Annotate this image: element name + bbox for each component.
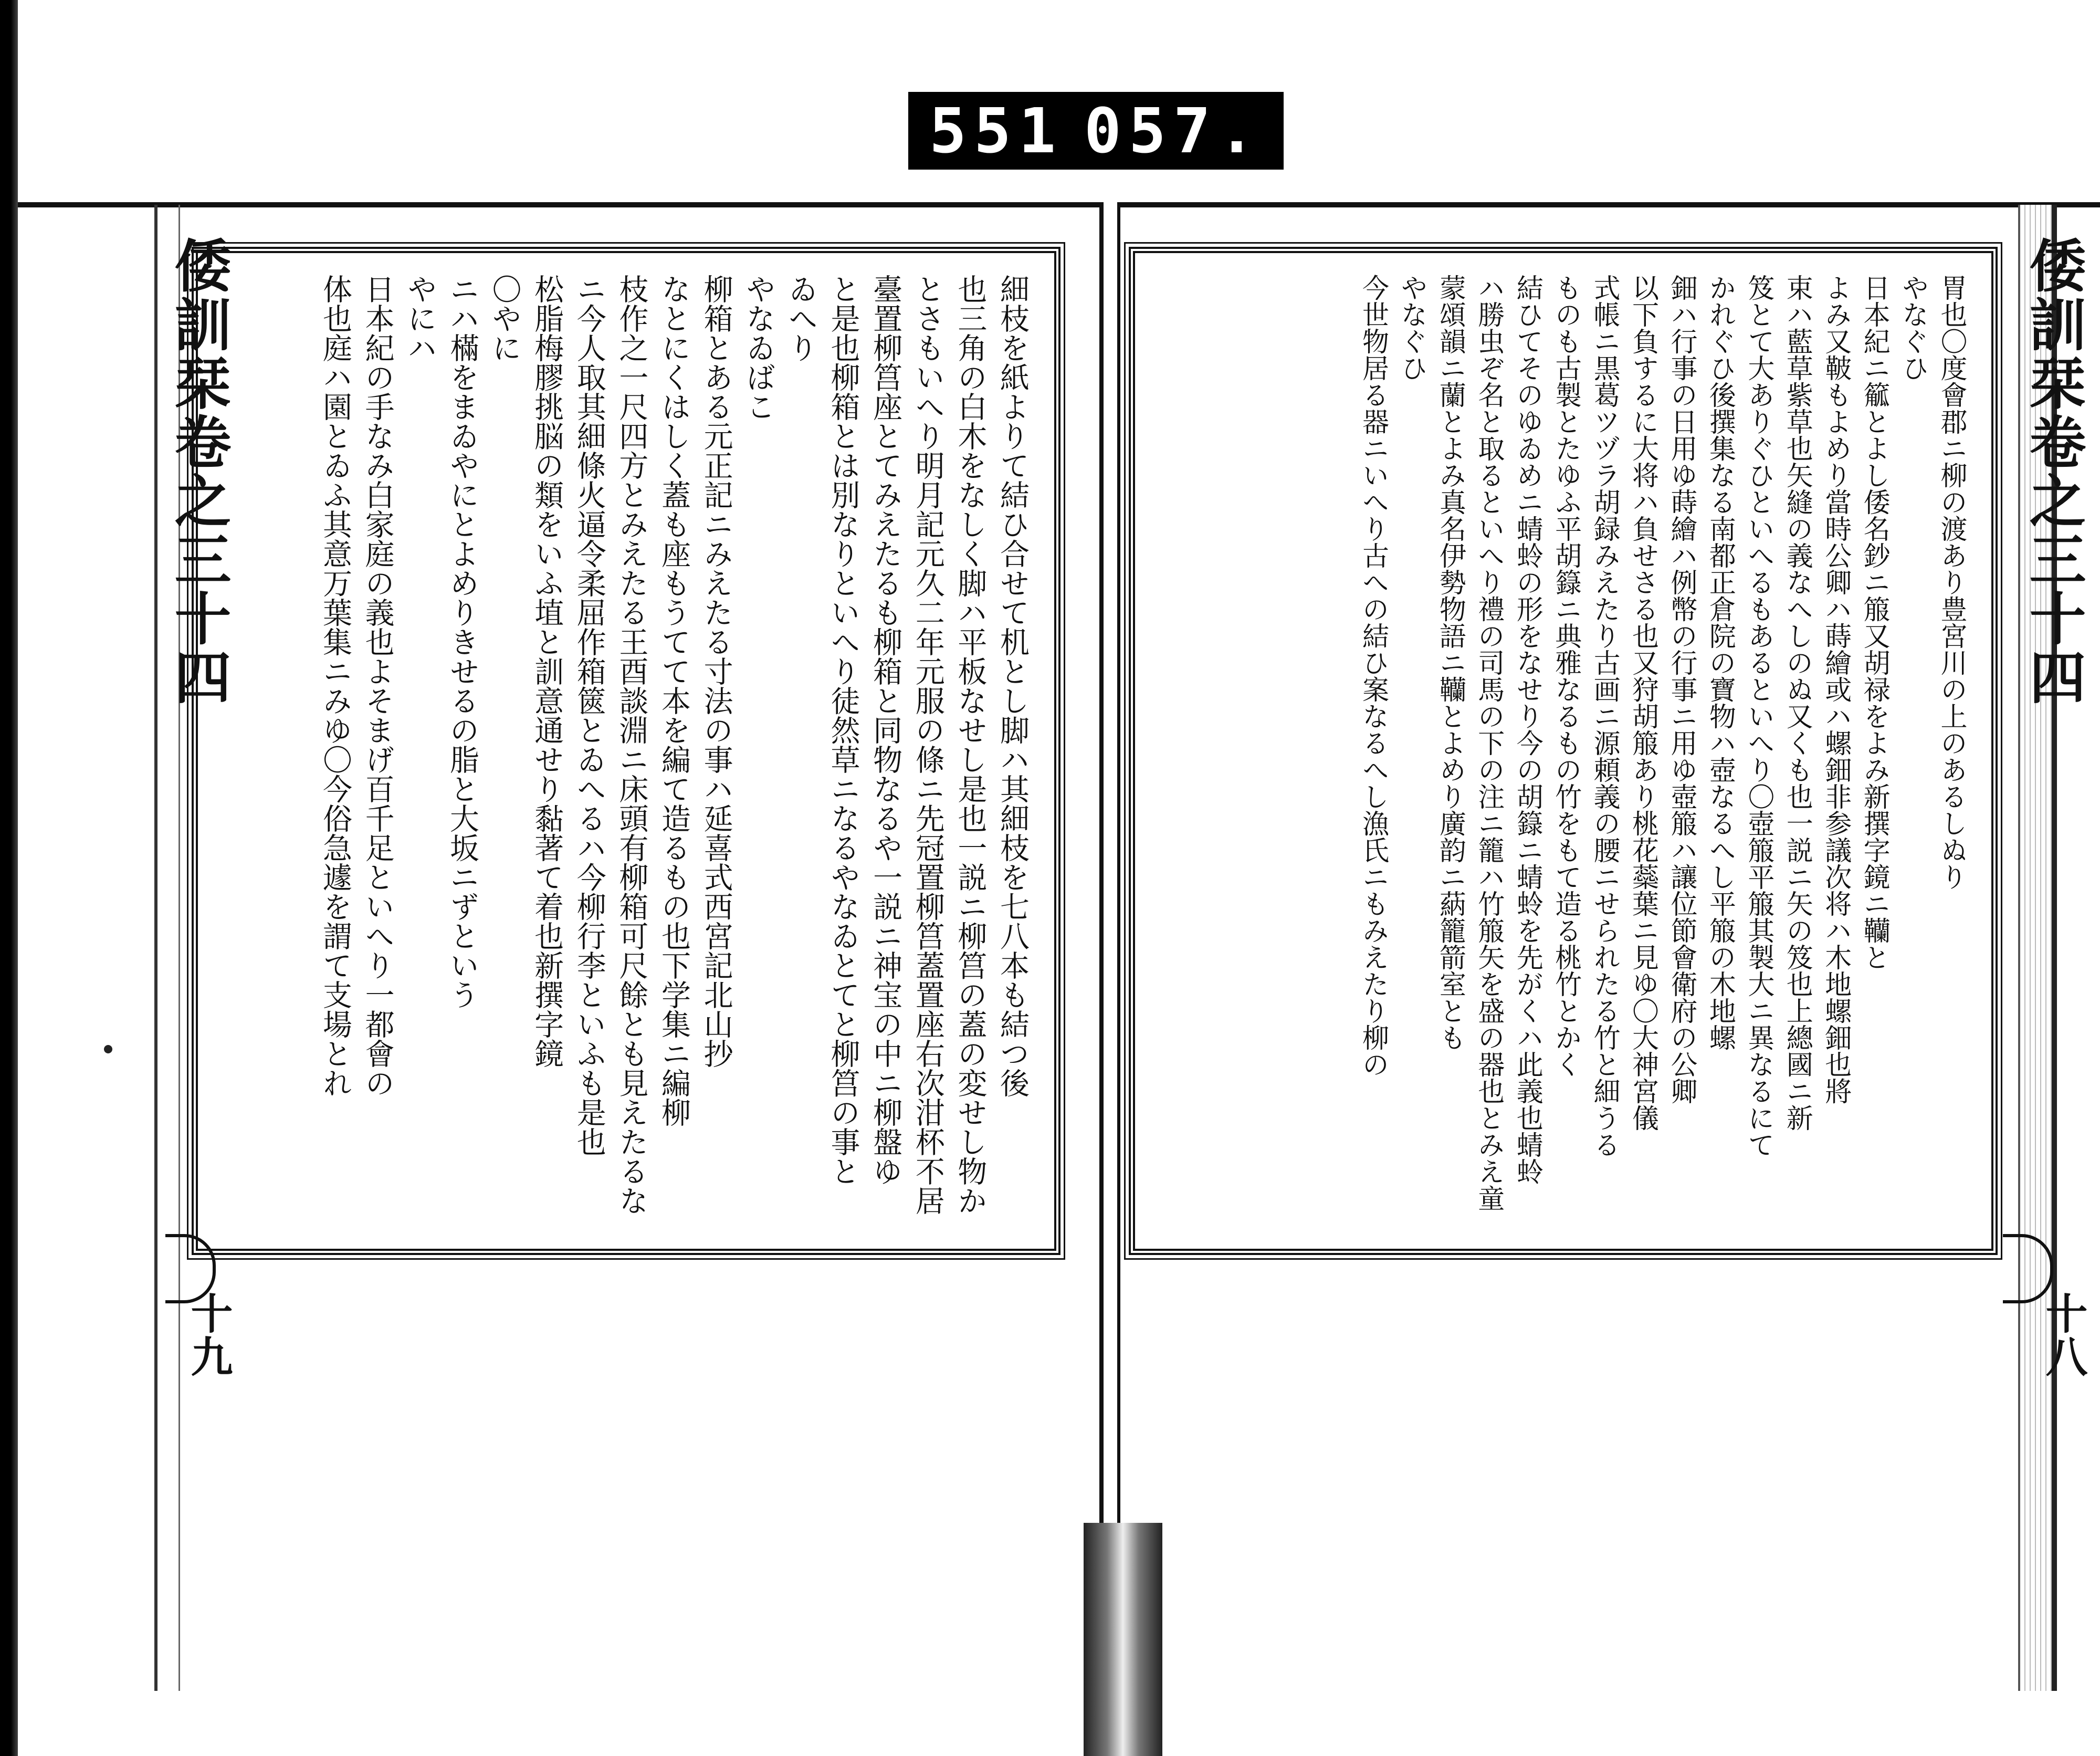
text-column: 笈とて大ありぐひといへるもあるといへり〇壺箙平箙其製大ニ異なるにて (1742, 274, 1774, 1158)
text-column: 鈿ハ行事の日用ゆ蒔繪ハ例幣の行事ニ用ゆ壺箙ハ讓位節會衛府の公卿 (1665, 274, 1697, 1104)
entry-heading: やにハ (403, 274, 437, 362)
text-column: 日本紀の手なみ白家庭の義也よそまげ百千足といへり一都會の (360, 274, 395, 1098)
left-page-text (219, 274, 1033, 1228)
text-column: 胃也〇度會郡ニ柳の渡あり豊宮川の上のあるしぬり (1936, 274, 1967, 890)
entry-heading: やなゐばこ (741, 274, 776, 421)
right-running-title: 倭訓栞卷之三十四 (2020, 236, 2086, 707)
text-column: とさもいへり明月記元久二年元服の條ニ先冠置柳筥蓋置座右次泔杯不居 (910, 274, 945, 1215)
right-page-text (1156, 274, 1970, 1228)
text-column: 日本紀ニ䉉とよし倭名鈔ニ箙又胡禄をよみ新撰字鏡ニ韊と (1858, 274, 1890, 970)
right-page (1129, 247, 1998, 1255)
frame-number-right: 057. (1084, 95, 1263, 167)
frame-number-label (908, 92, 1284, 170)
text-column: 蒙頌韻ニ蘭とよみ真名伊勢物語ニ韊とよめり廣韵ニ蒳籠箭室とも (1434, 274, 1466, 1051)
entry-heading: 〇やに (487, 274, 522, 362)
right-folio: 十八 (2039, 1292, 2088, 1378)
text-column: 式帳ニ黒葛ツヅラ胡録みえたり古画ニ源頼義の腰ニせられたる竹と細うる (1589, 274, 1620, 1158)
text-column: ゐへり (783, 274, 818, 362)
text-column: ニ今人取其細條火逼令柔屈作箱篋とゐへるハ今柳行李といふも是也 (572, 274, 606, 1156)
text-column: かれぐひ後撰集なる南都正倉院の寶物ハ壺なるへし平箙の木地螺 (1704, 274, 1736, 1051)
ink-spot (104, 1045, 112, 1053)
text-column: 細枝を紙よりて結ひ合せて机とし脚ハ其細枝を七八本も結つ後 (995, 274, 1030, 1098)
text-column: 束ハ藍草紫草也矢縫の義なへしのぬ又くも也一説ニ矢の笈也上總國ニ新 (1781, 274, 1813, 1131)
text-column: 以下負するに大将ハ負せさる也又狩胡箙あり桃花蘂葉ニ見ゆ〇大神宮儀 (1627, 274, 1658, 1131)
frame-number-left: 551 (929, 95, 1064, 167)
text-column: なとにくはしく蓋も座もうてて本を編て造るもの也下学集ニ編柳 (657, 274, 691, 1127)
book-top-edge (18, 202, 2100, 207)
text-column: 今世物居る器ニいへり古への結ひ案なるへし漁氏ニもみえたり柳の (1357, 274, 1389, 1078)
left-page (192, 247, 1060, 1255)
text-column: と是也柳箱とは別なりといへり徒然草ニなるやなゐとてと柳筥の事と (826, 274, 860, 1186)
left-folio: 十九 (184, 1292, 233, 1378)
text-column: 枝作之一尺四方とみえたる王酉談淵ニ床頭有柳箱可尺餘とも見えたるな (614, 274, 649, 1215)
book-binding (1084, 1523, 1162, 1756)
entry-heading: やなぐひ (1395, 274, 1427, 381)
text-column: 也三角の白木をなしく脚ハ平板なせし是也一説ニ柳筥の蓋の変せし物か (953, 274, 988, 1215)
text-column: ものも古製とたゆふ平胡籙ニ典雅なるもの竹をもて造る桃竹とかく (1550, 274, 1581, 1078)
text-column: ニハ樠をまゐやにとよめりきせるの脂と大坂ニずという (445, 274, 479, 1009)
entry-heading: やなぐひ (1897, 274, 1928, 381)
text-column: よみ又鞁もよめり當時公卿ハ蒔繪或ハ螺鈿非参議次将ハ木地螺鈿也將 (1820, 274, 1851, 1104)
text-column: 体也庭ハ園とゐふ其意万葉集ニみゆ〇今俗急遽を謂て支場とれ (318, 274, 352, 1098)
text-column: ハ勝虫ぞ名と取るといへり禮の司馬の下の注ニ籠ハ竹箙矢を盛の器也とみえ童 (1473, 274, 1504, 1211)
book-gutter (1099, 202, 1120, 1599)
scanner-edge (0, 0, 18, 1756)
left-running-title: 倭訓栞卷之三十四 (165, 236, 231, 707)
text-column: 結ひてそのゆゐめニ蜻蛉の形をなせり今の胡籙ニ蜻蛉を先がくハ此義也蜻蛉 (1511, 274, 1543, 1185)
text-column: 松脂梅膠挑脳の類をいふ埴と訓意通せり黏著て着也新撰字鏡 (530, 274, 564, 1068)
text-column: 柳箱とある元正記ニみえたる寸法の事ハ延喜式西宮記北山抄 (699, 274, 733, 1068)
right-page-running-header (2020, 173, 2094, 1512)
text-column: 臺置柳筥座とてみえたるも柳箱と同物なるや一説ニ神宝の中ニ柳盤ゆ (868, 274, 903, 1186)
